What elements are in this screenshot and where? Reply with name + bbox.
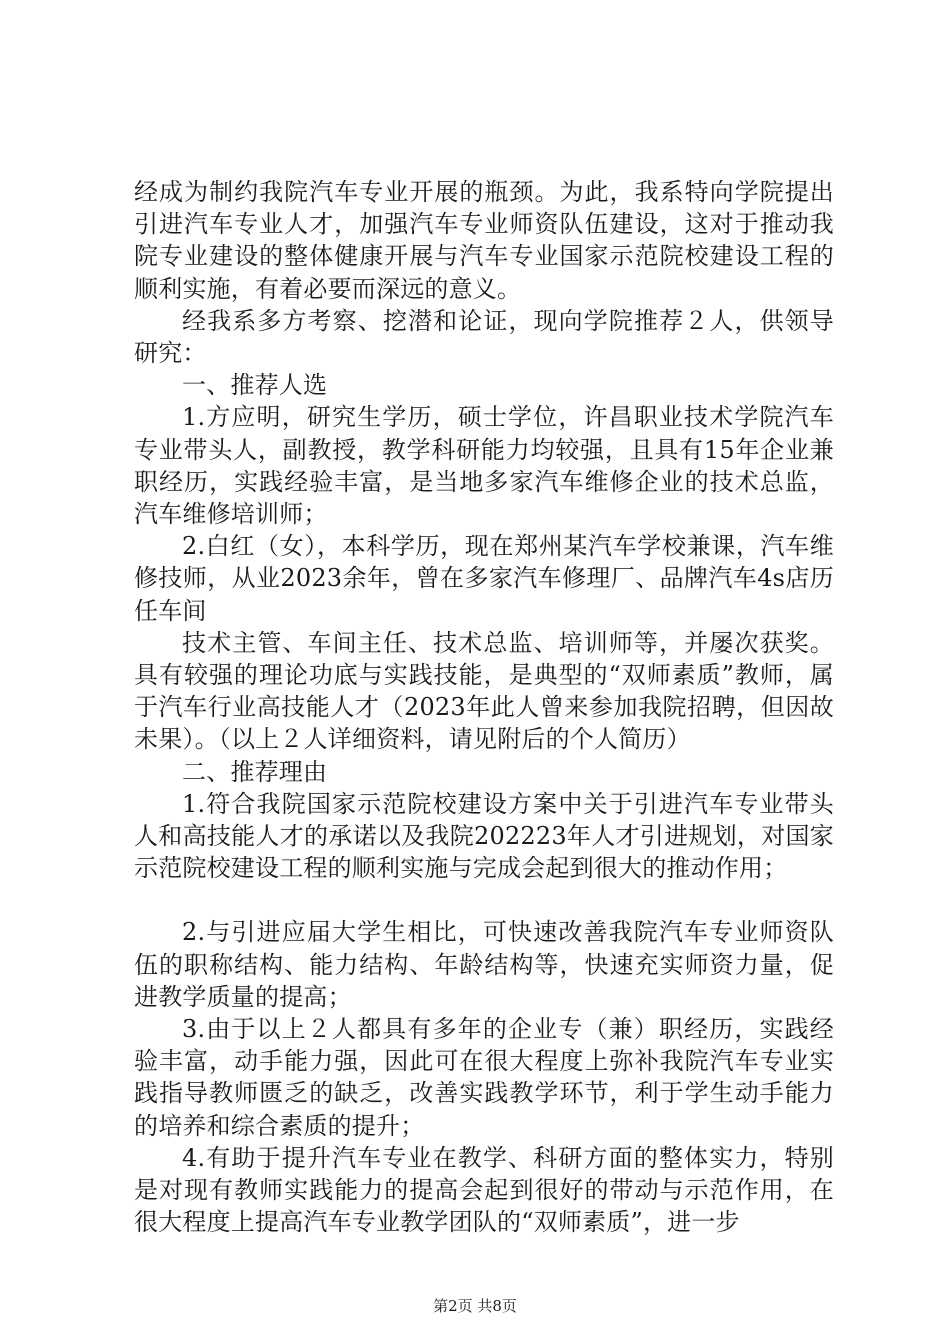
paragraph-candidate-1: 1.方应明，研究生学历，硕士学位，许昌职业技术学院汽车专业带头人，副教授，教学科研能力均较强，且具有15年企业兼职经历，实践经验丰富，是当地多家汽车维修企业的技术总监，汽车维修培训师； bbox=[134, 403, 834, 529]
document-body bbox=[134, 176, 834, 1239]
paragraph-candidate-2: 2.白红（女），本科学历，现在郑州某汽车学校兼课，汽车维修技师，从业2023余年，曾在多家汽车修理厂、品牌汽车4s店历任车间 bbox=[134, 532, 834, 625]
paragraph-reason-1: 1.符合我院国家示范院校建设方案中关于引进汽车专业带头人和高技能人才的承诺以及我院202223年人才引进规划，对国家示范院校建设工程的顺利实施与完成会起到很大的推动作用； bbox=[134, 789, 834, 883]
section-heading-candidates: 一、推荐人选 bbox=[182, 371, 328, 400]
paragraph-recommendation: 经我系多方考察、挖潜和论证，现向学院推荐２人，供领导研究： bbox=[134, 306, 834, 368]
paragraph-reason-3: 3.由于以上２人都具有多年的企业专（兼）职经历，实践经验丰富，动手能力强，因此可在很大程度上弥补我院汽车专业实践指导教师匮乏的缺乏，改善实践教学环节，利于学生动手能力的培养和综合素质的提升； bbox=[134, 1015, 834, 1140]
paragraph-spacer bbox=[134, 884, 834, 916]
section-heading-reasons: 二、推荐理由 bbox=[182, 757, 328, 786]
paragraph-intro: 经成为制约我院汽车专业开展的瓶颈。为此，我系特向学院提出引进汽车专业人才，加强汽车专业师资队伍建设，这对于推动我院专业建设的整体健康开展与汽车专业国家示范院校建设工程的顺利实施，有着必要而深远的意义。 bbox=[134, 178, 834, 303]
paragraph-reason-4: 4.有助于提升汽车专业在教学、科研方面的整体实力，特别是对现有教师实践能力的提高会起到很好的带动与示范作用，在很大程度上提高汽车专业教学团队的“双师素质”，进一步 bbox=[134, 1143, 834, 1237]
paragraph-reason-2: 2.与引进应届大学生相比，可快速改善我院汽车专业师资队伍的职称结构、能力结构、年龄结构等，快速充实师资力量，促进教学质量的提高； bbox=[134, 918, 834, 1011]
page-number-footer: 第2页 共8页 bbox=[433, 1297, 517, 1315]
paragraph-candidate-2-continued: 技术主管、车间主任、技术总监、培训师等，并屡次获奖。具有较强的理论功底与实践技能，是典型的“双师素质”教师，属于汽车行业高技能人才（2023年此人曾来参加我院招聘，但因故未果）。（以上２人详细资料，请见附后的个人简历） bbox=[134, 628, 834, 754]
